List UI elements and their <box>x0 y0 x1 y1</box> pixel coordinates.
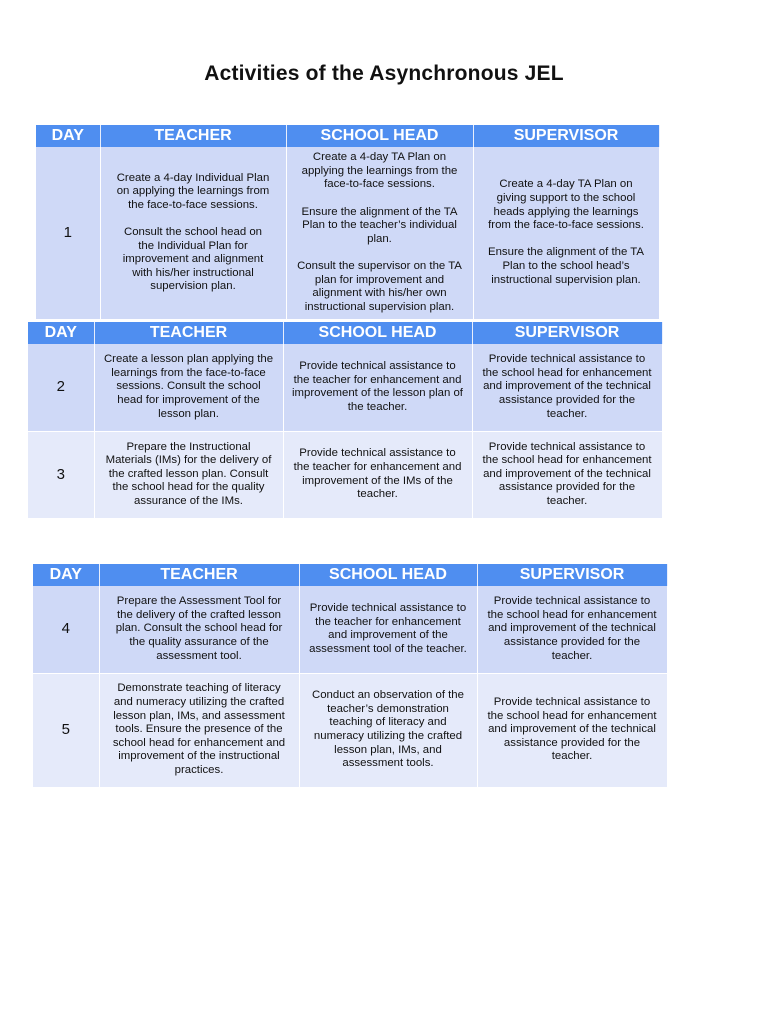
school-head-activity: Provide technical assistance to the teacher for enhancement and improvement of the lesson plan of the teacher. <box>283 344 472 431</box>
teacher-activity: Prepare the Instructional Materials (IMs) for the delivery of the crafted lesson plan. Consult the school head for the quality assurance of the IMs. <box>94 431 283 518</box>
header-teacher: TEACHER <box>99 564 299 586</box>
day-number: 4 <box>33 586 99 673</box>
supervisor-activity-paragraph: Ensure the alignment of the TA Plan to the school head’s instructional supervision plan. <box>488 246 644 286</box>
table-row <box>28 344 662 431</box>
table-row <box>28 431 662 518</box>
supervisor-activity-paragraph: Create a 4-day TA Plan on giving support to the school heads applying the learnings from the face-to-face sessions. <box>488 178 644 232</box>
school-head-activity-paragraph: Create a 4-day TA Plan on applying the learnings from the face-to-face sessions. <box>301 151 458 191</box>
table-row <box>36 147 659 319</box>
header-day: DAY <box>36 125 100 147</box>
activities-table-days-2-3 <box>28 322 663 519</box>
teacher-activity-paragraph: Consult the school head on the Individual Plan for improvement and alignment with his/her instructional supervision plan. <box>122 225 264 293</box>
header-school-head: SCHOOL HEAD <box>286 125 473 147</box>
day-number: 5 <box>33 673 99 787</box>
header-supervisor: SUPERVISOR <box>472 322 662 344</box>
page-title: Activities of the Asynchronous JEL <box>204 62 564 85</box>
school-head-activity-paragraph: Ensure the alignment of the TA Plan to the teacher’s individual plan. <box>301 205 458 245</box>
teacher-activity: Prepare the Assessment Tool for the delivery of the crafted lesson plan. Consult the school head for the quality assurance of the assessment tool. <box>99 586 299 673</box>
activities-table-days-4-5 <box>33 564 668 788</box>
teacher-activity: Create a lesson plan applying the learnings from the face-to-face sessions. Consult the school head for improvement of the lesson plan. <box>94 344 283 431</box>
day-number: 3 <box>28 431 94 518</box>
school-head-activity: Conduct an observation of the teacher’s demonstration teaching of literacy and numeracy utilizing the crafted lesson plan, IMs, and assessment tools. <box>299 673 477 787</box>
table-header-row <box>33 564 667 586</box>
teacher-activity <box>100 147 286 319</box>
supervisor-activity <box>473 147 659 319</box>
header-supervisor: SUPERVISOR <box>477 564 667 586</box>
supervisor-activity: Provide technical assistance to the school head for enhancement and improvement of the technical assistance provided for the teacher. <box>477 673 667 787</box>
supervisor-activity: Provide technical assistance to the school head for enhancement and improvement of the technical assistance provided for the teacher. <box>472 431 662 518</box>
school-head-activity-paragraph: Consult the supervisor on the TA plan for improvement and alignment with his/her own instructional supervision plan. <box>297 259 462 313</box>
day-number: 2 <box>28 344 94 431</box>
school-head-activity: Provide technical assistance to the teacher for enhancement and improvement of the assessment tool of the teacher. <box>299 586 477 673</box>
supervisor-activity: Provide technical assistance to the school head for enhancement and improvement of the technical assistance provided for the teacher. <box>477 586 667 673</box>
header-day: DAY <box>28 322 94 344</box>
header-school-head: SCHOOL HEAD <box>299 564 477 586</box>
header-teacher: TEACHER <box>100 125 286 147</box>
table-header-row <box>36 125 659 147</box>
day-number: 1 <box>36 147 100 319</box>
header-day: DAY <box>33 564 99 586</box>
school-head-activity: Provide technical assistance to the teacher for enhancement and improvement of the IMs of the teacher. <box>283 431 472 518</box>
teacher-activity-paragraph: Create a 4-day Individual Plan on applying the learnings from the face-to-face sessions. <box>116 171 270 211</box>
table-row <box>33 673 667 787</box>
table-header-row <box>28 322 662 344</box>
header-supervisor: SUPERVISOR <box>473 125 659 147</box>
header-school-head: SCHOOL HEAD <box>283 322 472 344</box>
header-teacher: TEACHER <box>94 322 283 344</box>
table-row <box>33 586 667 673</box>
activities-table-day-1 <box>36 125 660 320</box>
supervisor-activity: Provide technical assistance to the school head for enhancement and improvement of the technical assistance provided for the teacher. <box>472 344 662 431</box>
school-head-activity <box>286 147 473 319</box>
teacher-activity: Demonstrate teaching of literacy and numeracy utilizing the crafted lesson plan, IMs, and assessment tools. Ensure the presence of the school head for enhancement and improvement of the instructional practices. <box>99 673 299 787</box>
